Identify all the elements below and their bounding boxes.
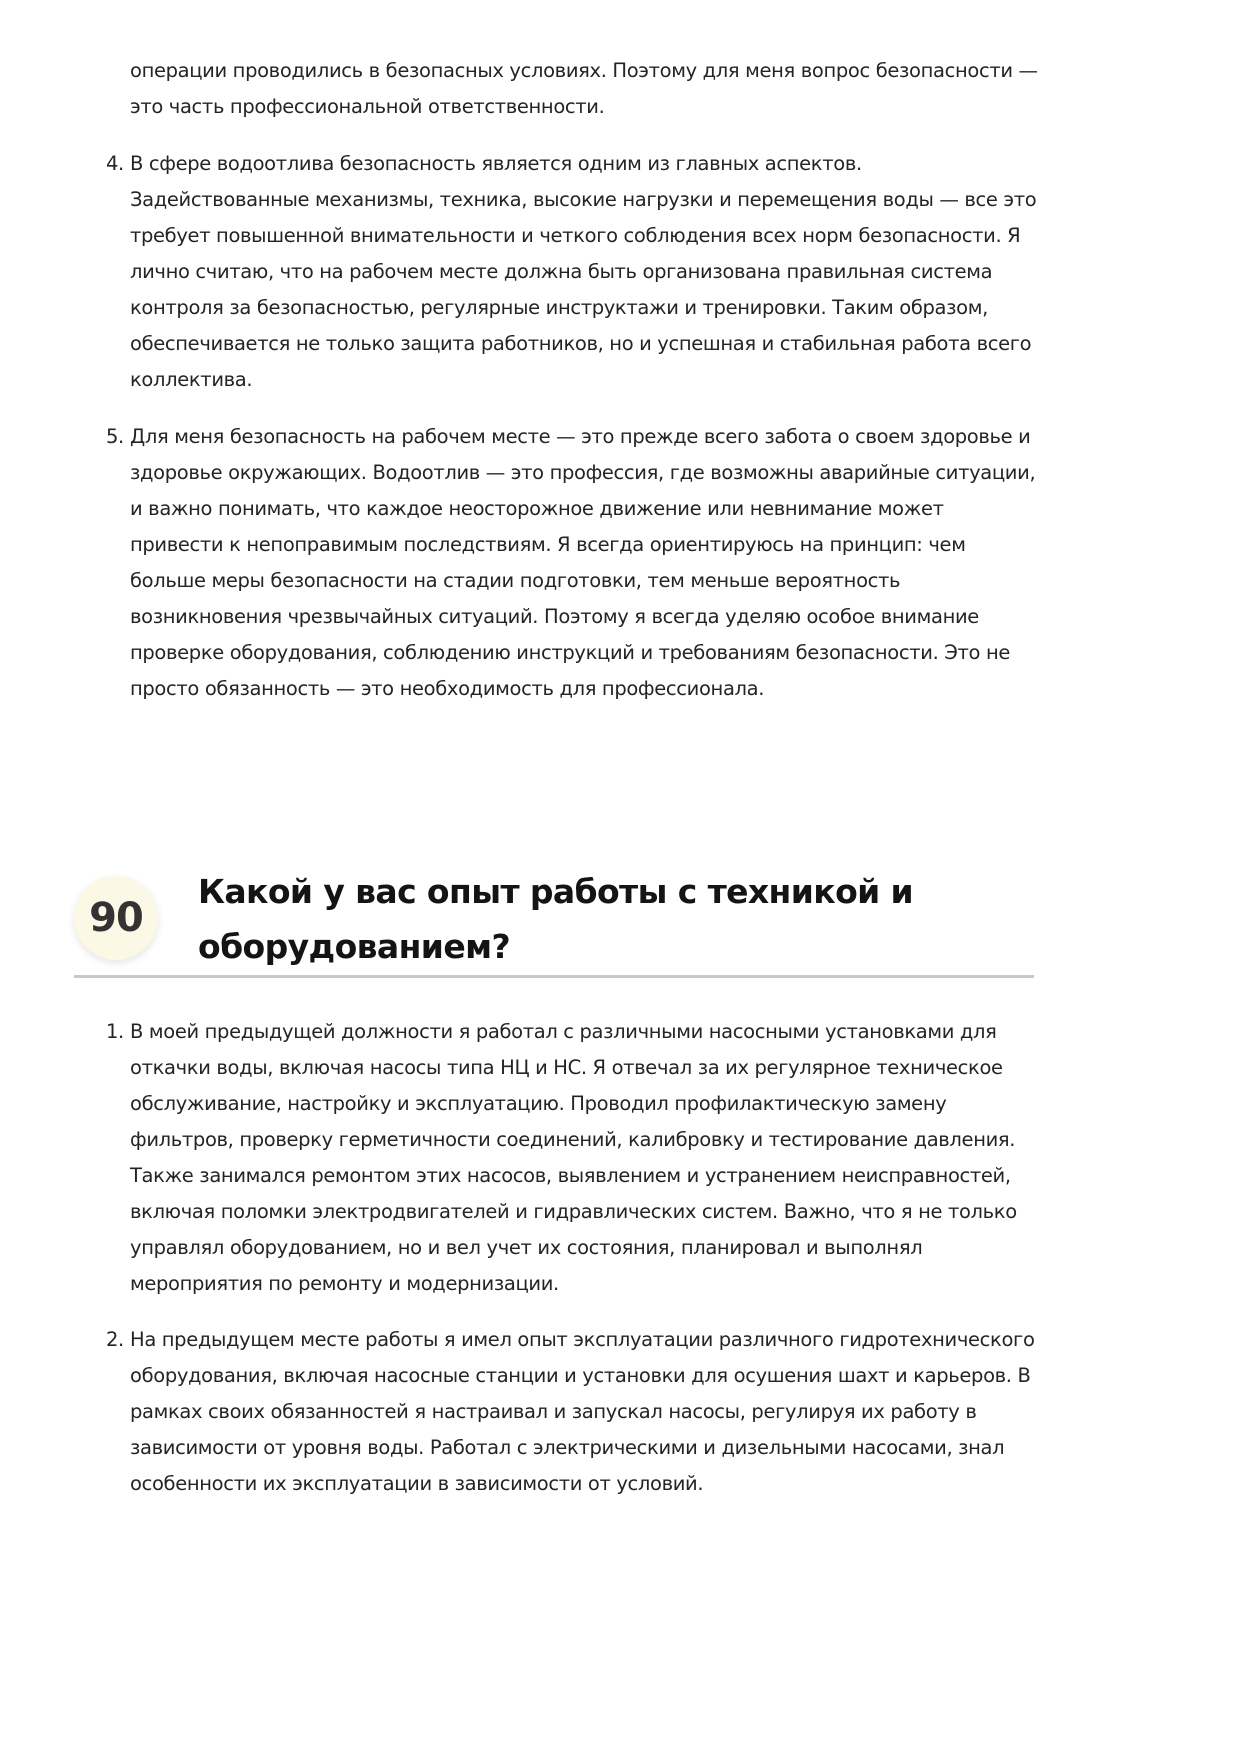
question-number-badge: 90 bbox=[74, 876, 158, 960]
list-item-text: В сфере водоотлива безопасность является одним из главных аспектов. Задействованные механизмы, техника, высокие нагрузки и перемещения воды — все это требует повышенной внимательности и четкого соблюдения всех норм безопасности. Я лично считаю, что на рабочем месте должна быть организована правильная система контроля за безопасностью, регулярные инструктажи и тренировки. Таким образом, обеспечивается не только защита работников, но и успешная и стабильная работа всего коллектива. bbox=[130, 152, 1037, 391]
list-marker: 1. bbox=[106, 1020, 124, 1043]
list-item-text: Для меня безопасность на рабочем месте — это прежде всего забота о своем здоровье и здоровье окружающих. Водоотлив — это профессия, где возможны аварийные ситуации, и важно понимать, что каждое неосторожное движение или невнимание может привести к непоправимым последствиям. Я всегда ориентируюсь на принцип: чем больше меры безопасности на стадии подготовки, тем меньше вероятность возникновения чрезвычайных ситуаций. Поэтому я всегда уделяю особое внимание проверке оборудования, соблюдению инструкций и требованиям безопасности. Это не просто обязанность — это необходимость для профессионала. bbox=[130, 425, 1036, 700]
list-item-text: В моей предыдущей должности я работал с различными насосными установками для откачки воды, включая насосы типа НЦ и НС. Я отвечал за их регулярное техническое обслуживание, настройку и эксплуатацию. Проводил профилактическую замену фильтров, проверку герметичности соединений, калибровку и тестирование давления. Также занимался ремонтом этих насосов, выявлением и устранением неисправностей, включая поломки электродвигателей и гидравлических систем. Важно, что я не только управлял оборудованием, но и вел учет их состояния, планировал и выполнял мероприятия по ремонту и модернизации. bbox=[130, 1020, 1017, 1295]
continuation-paragraph: операции проводились в безопасных условиях. Поэтому для меня вопрос безопасности — это часть профессиональной ответственности. bbox=[130, 59, 1038, 118]
answer-list-item bbox=[106, 146, 1041, 398]
heading-divider bbox=[74, 975, 1034, 978]
list-marker: 5. bbox=[106, 425, 124, 448]
answer-list-item bbox=[106, 1014, 1041, 1302]
list-item-text: На предыдущем месте работы я имел опыт эксплуатации различного гидротехнического оборудования, включая насосные станции и установки для осушения шахт и карьеров. В рамках своих обязанностей я настраивал и запускал насосы, регулируя их работу в зависимости от уровня воды. Работал с электрическими и дизельными насосами, знал особенности их эксплуатации в зависимости от условий. bbox=[130, 1328, 1035, 1495]
question-heading: Какой у вас опыт работы с техникой и оборудованием? bbox=[198, 872, 914, 966]
answer-list-item bbox=[106, 419, 1041, 707]
list-marker: 2. bbox=[106, 1328, 124, 1351]
previous-answer-continuation bbox=[106, 53, 1041, 125]
list-marker: 4. bbox=[106, 152, 124, 175]
answer-list-item bbox=[106, 1322, 1041, 1502]
